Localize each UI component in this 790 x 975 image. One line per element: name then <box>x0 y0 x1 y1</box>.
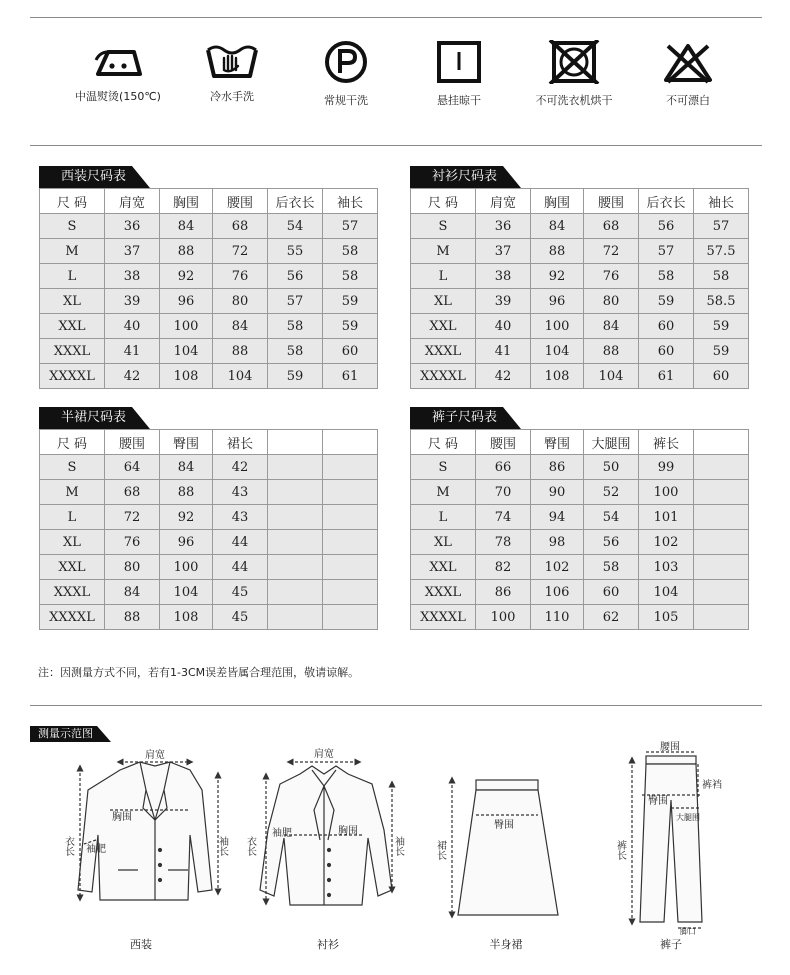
table-cell: 98 <box>531 530 584 555</box>
table-title <box>39 166 150 188</box>
table-cell: 104 <box>160 580 213 605</box>
table-cell <box>323 530 378 555</box>
table-cell: 84 <box>213 314 268 339</box>
table-cell: XXXXL <box>411 364 476 389</box>
table-cell: 90 <box>531 480 584 505</box>
no-tumble-dry-icon <box>544 40 604 84</box>
table-cell: 104 <box>160 339 213 364</box>
suit-length-label: 衣长 <box>62 836 74 856</box>
column-header <box>694 430 749 455</box>
table-cell: L <box>40 505 105 530</box>
table-cell: 102 <box>639 530 694 555</box>
table-row <box>411 264 749 289</box>
table-row <box>40 580 378 605</box>
shirt-shoulder-label: 肩宽 <box>314 749 334 760</box>
table-cell: 59 <box>639 289 694 314</box>
pants-thigh-label: 大腿围 <box>676 813 700 822</box>
table-title-text: 裤子尺码表 <box>410 407 503 429</box>
table-cell: 92 <box>531 264 584 289</box>
table-cell: 100 <box>531 314 584 339</box>
table-row <box>411 214 749 239</box>
pants-hip-label: 臀围 <box>648 796 668 807</box>
table-cell: 50 <box>584 455 639 480</box>
table-cell <box>694 555 749 580</box>
table-cell: 58 <box>268 339 323 364</box>
table-cell <box>694 605 749 630</box>
column-header: 胸围 <box>531 189 584 214</box>
table-cell: 42 <box>476 364 531 389</box>
pants-rise-label: 裤裆 <box>702 780 722 791</box>
table-cell: 56 <box>584 530 639 555</box>
table-cell: 86 <box>531 455 584 480</box>
table-cell: 84 <box>105 580 160 605</box>
note-divider <box>30 705 762 706</box>
table-cell: 58 <box>268 314 323 339</box>
table-cell: 57 <box>639 239 694 264</box>
table-cell: 100 <box>639 480 694 505</box>
skirt-length-label: 裙长 <box>434 840 446 860</box>
table-cell <box>694 505 749 530</box>
pants-length-label: 裤长 <box>614 840 626 860</box>
column-header <box>268 430 323 455</box>
table-row <box>411 239 749 264</box>
table-row <box>411 505 749 530</box>
table-cell: L <box>411 264 476 289</box>
table-cell: 58 <box>323 264 378 289</box>
table-cell <box>323 505 378 530</box>
table-cell: 60 <box>584 580 639 605</box>
table-cell: 36 <box>476 214 531 239</box>
care-item-no-bleach <box>628 40 748 108</box>
table-cell: 58 <box>639 264 694 289</box>
table-cell: 99 <box>639 455 694 480</box>
table-cell: 104 <box>639 580 694 605</box>
table-title-text: 半裙尺码表 <box>39 407 132 429</box>
table-cell <box>268 480 323 505</box>
table-cell <box>268 455 323 480</box>
table-cell <box>694 455 749 480</box>
suit-diagram <box>78 762 218 900</box>
table-cell: 80 <box>105 555 160 580</box>
care-item-hand-wash <box>172 40 292 104</box>
table-cell: 96 <box>160 530 213 555</box>
table-cell: XXL <box>411 555 476 580</box>
table-cell: 92 <box>160 264 213 289</box>
table-cell: 88 <box>160 239 213 264</box>
size-table <box>410 188 749 389</box>
table-cell: 59 <box>323 314 378 339</box>
table-cell: 96 <box>160 289 213 314</box>
table-header-row <box>40 189 378 214</box>
table-cell: 38 <box>476 264 531 289</box>
table-cell: XXL <box>411 314 476 339</box>
column-header <box>323 430 378 455</box>
column-header: 腰围 <box>584 189 639 214</box>
table-header-row <box>411 189 749 214</box>
table-cell: 66 <box>476 455 531 480</box>
table-cell: 76 <box>105 530 160 555</box>
suit-sleeve-label: 袖长 <box>216 836 228 856</box>
shirt-diagram-label: 衬衫 <box>317 938 339 951</box>
table-cell: 56 <box>268 264 323 289</box>
skirt-diagram <box>452 780 558 915</box>
table-cell: XL <box>411 530 476 555</box>
table-cell: 42 <box>105 364 160 389</box>
column-header: 后衣长 <box>268 189 323 214</box>
table-cell: 60 <box>639 339 694 364</box>
table-cell <box>323 480 378 505</box>
table-cell: 104 <box>584 364 639 389</box>
table-title <box>410 166 521 188</box>
table-cell: 56 <box>639 214 694 239</box>
table-cell: 61 <box>323 364 378 389</box>
table-row <box>40 455 378 480</box>
dry-clean-icon <box>316 40 376 84</box>
table-cell <box>323 580 378 605</box>
table-cell <box>323 455 378 480</box>
column-header: 后衣长 <box>639 189 694 214</box>
table-cell <box>694 580 749 605</box>
table-row <box>411 314 749 339</box>
table-cell: 43 <box>213 480 268 505</box>
table-cell: 108 <box>160 605 213 630</box>
table-cell: 108 <box>160 364 213 389</box>
table-cell: 94 <box>531 505 584 530</box>
table-cell: 39 <box>476 289 531 314</box>
table-cell: XXXXL <box>40 605 105 630</box>
table-cell: XXXXL <box>411 605 476 630</box>
care-divider <box>30 145 762 146</box>
table-cell <box>268 605 323 630</box>
table-cell: XXXL <box>411 339 476 364</box>
table-cell: 104 <box>531 339 584 364</box>
table-cell: 88 <box>213 339 268 364</box>
table-cell: 62 <box>584 605 639 630</box>
iron-icon <box>88 40 148 80</box>
suit-diagram-label: 西装 <box>130 938 152 951</box>
table-cell <box>268 555 323 580</box>
table-cell: 43 <box>213 505 268 530</box>
care-item-dry-clean <box>286 40 406 108</box>
measurement-diagrams <box>0 740 790 935</box>
care-label: 中温熨烫(150℃) <box>75 90 161 103</box>
column-header: 袖长 <box>694 189 749 214</box>
table-cell: 44 <box>213 530 268 555</box>
table-cell: 92 <box>160 505 213 530</box>
table-title <box>39 407 150 429</box>
table-cell: 108 <box>531 364 584 389</box>
shirt-sleeve-label: 袖长 <box>392 836 404 856</box>
table-cell: XXXL <box>40 339 105 364</box>
table-cell: 76 <box>213 264 268 289</box>
table-cell: 88 <box>584 339 639 364</box>
table-cell: 44 <box>213 555 268 580</box>
shirt-size-table <box>410 169 749 389</box>
table-cell: XXXL <box>411 580 476 605</box>
table-cell: 55 <box>268 239 323 264</box>
table-title-text: 衬衫尺码表 <box>410 166 503 188</box>
table-cell: 110 <box>531 605 584 630</box>
size-table <box>39 429 378 630</box>
care-item-hang-dry <box>399 40 519 108</box>
table-row <box>40 505 378 530</box>
hang-dry-icon <box>429 40 489 84</box>
size-table <box>410 429 749 630</box>
no-bleach-icon <box>658 40 718 84</box>
table-row <box>411 605 749 630</box>
table-cell: 57.5 <box>694 239 749 264</box>
table-cell: 59 <box>694 314 749 339</box>
table-cell: 40 <box>476 314 531 339</box>
table-row <box>40 264 378 289</box>
table-row <box>411 480 749 505</box>
table-cell: XXL <box>40 555 105 580</box>
table-cell: 59 <box>268 364 323 389</box>
table-cell <box>323 605 378 630</box>
table-row <box>40 339 378 364</box>
table-cell: 84 <box>160 455 213 480</box>
column-header: 腰围 <box>213 189 268 214</box>
table-row <box>40 480 378 505</box>
column-header: 腰围 <box>476 430 531 455</box>
pants-hem-label: 脚口 <box>680 927 696 935</box>
care-label: 常规干洗 <box>324 94 368 107</box>
column-header: 尺 码 <box>40 430 105 455</box>
table-cell: 100 <box>160 314 213 339</box>
table-cell: 88 <box>160 480 213 505</box>
table-cell: 96 <box>531 289 584 314</box>
care-label: 冷水手洗 <box>210 90 254 103</box>
table-cell: 84 <box>584 314 639 339</box>
table-cell: 103 <box>639 555 694 580</box>
table-cell: XL <box>40 289 105 314</box>
shirt-chest-label: 胸围 <box>338 826 358 837</box>
care-label: 不可洗衣机烘干 <box>535 94 613 107</box>
table-cell: 88 <box>531 239 584 264</box>
table-cell: 45 <box>213 580 268 605</box>
table-cell: 100 <box>160 555 213 580</box>
table-cell: 64 <box>105 455 160 480</box>
table-cell: 70 <box>476 480 531 505</box>
table-cell: 39 <box>105 289 160 314</box>
column-header: 肩宽 <box>105 189 160 214</box>
table-cell: 59 <box>694 339 749 364</box>
table-cell: 104 <box>213 364 268 389</box>
table-row <box>40 289 378 314</box>
table-cell: 72 <box>213 239 268 264</box>
top-divider <box>30 17 762 18</box>
table-cell: 72 <box>584 239 639 264</box>
table-cell: 57 <box>323 214 378 239</box>
table-cell: 102 <box>531 555 584 580</box>
table-cell <box>268 580 323 605</box>
table-cell: L <box>411 505 476 530</box>
table-row <box>411 580 749 605</box>
table-cell: 84 <box>160 214 213 239</box>
table-cell: 57 <box>694 214 749 239</box>
table-header-row <box>411 430 749 455</box>
table-cell: 76 <box>584 264 639 289</box>
table-cell <box>694 530 749 555</box>
table-row <box>411 555 749 580</box>
table-cell <box>268 530 323 555</box>
table-row <box>40 555 378 580</box>
column-header: 肩宽 <box>476 189 531 214</box>
table-row <box>40 314 378 339</box>
table-cell: 41 <box>105 339 160 364</box>
table-cell: 105 <box>639 605 694 630</box>
table-cell: S <box>411 214 476 239</box>
table-cell: S <box>40 214 105 239</box>
table-cell: 106 <box>531 580 584 605</box>
table-cell: M <box>40 480 105 505</box>
care-label: 悬挂晾干 <box>437 94 481 107</box>
size-table <box>39 188 378 389</box>
shirt-sleeve-width-label: 袖肥 <box>272 828 292 839</box>
table-title-text: 西装尺码表 <box>39 166 132 188</box>
table-cell: 72 <box>105 505 160 530</box>
column-header: 尺 码 <box>40 189 105 214</box>
table-cell: 45 <box>213 605 268 630</box>
table-cell: 37 <box>476 239 531 264</box>
column-header: 臀围 <box>531 430 584 455</box>
table-cell: 42 <box>213 455 268 480</box>
table-cell: 74 <box>476 505 531 530</box>
table-cell: 58.5 <box>694 289 749 314</box>
skirt-diagram-label: 半身裙 <box>489 938 523 951</box>
suit-chest-label: 胸围 <box>112 812 132 823</box>
table-cell: 80 <box>584 289 639 314</box>
table-cell: S <box>40 455 105 480</box>
table-row <box>40 530 378 555</box>
column-header: 大腿围 <box>584 430 639 455</box>
table-cell: 100 <box>476 605 531 630</box>
table-cell: 58 <box>694 264 749 289</box>
table-cell: 52 <box>584 480 639 505</box>
table-cell: 40 <box>105 314 160 339</box>
care-label: 不可漂白 <box>666 94 710 107</box>
table-cell: 59 <box>323 289 378 314</box>
table-cell: 57 <box>268 289 323 314</box>
table-cell: 60 <box>323 339 378 364</box>
table-cell: 68 <box>213 214 268 239</box>
table-cell: XL <box>411 289 476 314</box>
pants-size-table <box>410 410 749 630</box>
table-cell: L <box>40 264 105 289</box>
table-row <box>411 364 749 389</box>
table-cell: 80 <box>213 289 268 314</box>
care-item-no-tumble-dry <box>514 40 634 108</box>
table-cell: 41 <box>476 339 531 364</box>
table-cell: 78 <box>476 530 531 555</box>
care-item-iron <box>58 40 178 104</box>
column-header: 尺 码 <box>411 430 476 455</box>
column-header: 尺 码 <box>411 189 476 214</box>
table-cell: 82 <box>476 555 531 580</box>
pants-diagram <box>632 752 702 928</box>
table-row <box>40 605 378 630</box>
table-cell: 60 <box>639 314 694 339</box>
table-cell: 60 <box>694 364 749 389</box>
skirt-hip-label: 臀围 <box>494 820 514 831</box>
table-title <box>410 407 521 429</box>
table-row <box>40 239 378 264</box>
table-cell: 54 <box>584 505 639 530</box>
suit-size-table <box>39 169 378 389</box>
suit-sleeve-width-label: 袖肥 <box>86 844 106 855</box>
pants-waist-label: 腰围 <box>660 742 680 753</box>
table-cell: XXL <box>40 314 105 339</box>
table-row <box>411 455 749 480</box>
table-cell: 38 <box>105 264 160 289</box>
table-cell: 58 <box>584 555 639 580</box>
table-cell: M <box>411 480 476 505</box>
table-cell: 58 <box>323 239 378 264</box>
table-cell: 86 <box>476 580 531 605</box>
suit-shoulder-label: 肩宽 <box>145 750 165 761</box>
table-row <box>40 364 378 389</box>
skirt-size-table <box>39 410 378 630</box>
hand-wash-icon <box>202 40 262 80</box>
column-header: 胸围 <box>160 189 213 214</box>
table-header-row <box>40 430 378 455</box>
table-cell: 61 <box>639 364 694 389</box>
table-cell: XXXL <box>40 580 105 605</box>
table-cell: 54 <box>268 214 323 239</box>
shirt-length-label: 衣长 <box>244 836 256 856</box>
table-row <box>40 214 378 239</box>
measurement-note: 注：因测量方式不同，若有1-3CM误差皆属合理范围，敬请谅解。 <box>38 666 360 679</box>
table-cell: XL <box>40 530 105 555</box>
diagram-title-text: 测量示范图 <box>30 726 97 742</box>
table-cell <box>694 480 749 505</box>
table-cell: 84 <box>531 214 584 239</box>
table-cell: 37 <box>105 239 160 264</box>
table-row <box>411 530 749 555</box>
table-cell: 88 <box>105 605 160 630</box>
table-cell: 101 <box>639 505 694 530</box>
table-cell: 68 <box>105 480 160 505</box>
table-cell: XXXXL <box>40 364 105 389</box>
table-cell: M <box>40 239 105 264</box>
pants-diagram-label: 裤子 <box>660 938 682 951</box>
table-row <box>411 289 749 314</box>
table-cell: 36 <box>105 214 160 239</box>
column-header: 臀围 <box>160 430 213 455</box>
column-header: 腰围 <box>105 430 160 455</box>
column-header: 裤长 <box>639 430 694 455</box>
table-cell: S <box>411 455 476 480</box>
table-cell <box>268 505 323 530</box>
table-row <box>411 339 749 364</box>
table-cell <box>323 555 378 580</box>
column-header: 袖长 <box>323 189 378 214</box>
table-cell: M <box>411 239 476 264</box>
table-cell: 68 <box>584 214 639 239</box>
column-header: 裙长 <box>213 430 268 455</box>
